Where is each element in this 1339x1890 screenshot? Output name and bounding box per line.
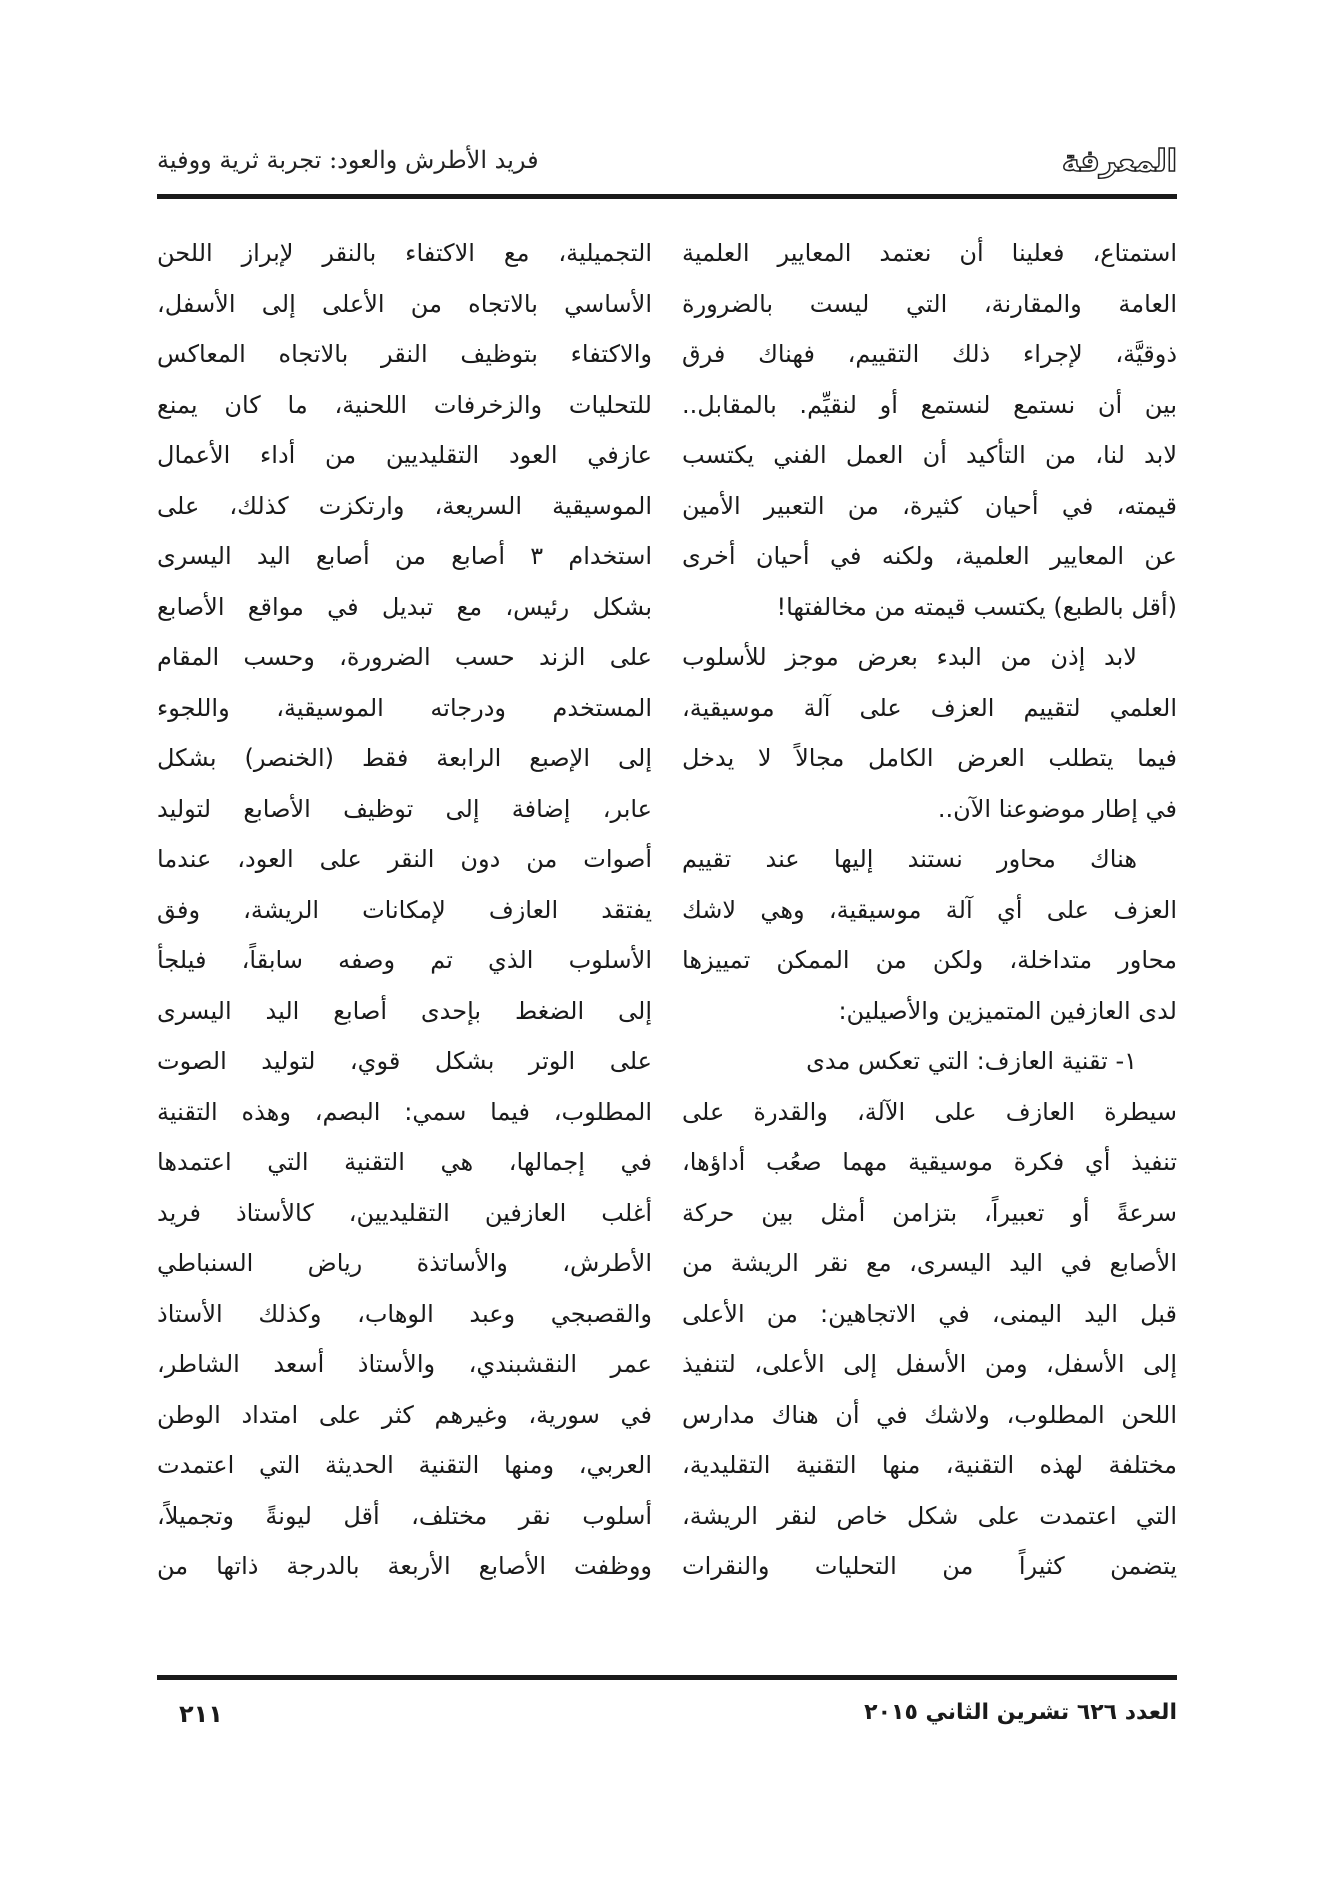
text-line: قبل اليد اليمنى، في الاتجاهين: من الأعلى bbox=[682, 1299, 1177, 1328]
text-line: الأسلوب الذي تم وصفه سابقاً، فيلجأ bbox=[157, 946, 652, 974]
text-line: عن المعايير العلمية، ولكنه في أحيان أخرى bbox=[682, 542, 1177, 570]
text-line: محاور متداخلة، ولكن من الممكن تمييزها bbox=[682, 946, 1177, 974]
header-rule bbox=[157, 194, 1177, 199]
left-column bbox=[157, 228, 652, 1592]
text-line: في إطار موضوعنا الآن.. bbox=[937, 794, 1177, 823]
text-line: بشكل رئيس، مع تبديل في مواقع الأصابع bbox=[157, 592, 652, 621]
footer-rule bbox=[157, 1675, 1177, 1680]
text-line: على الزند حسب الضرورة، وحسب المقام bbox=[157, 643, 652, 671]
text-line: أصوات من دون النقر على العود، عندما bbox=[157, 845, 652, 873]
text-line: ١- تقنية العازف: التي تعكس مدى bbox=[806, 1047, 1137, 1075]
text-line: إلى الإصبع الرابعة فقط (الخنصر) بشكل bbox=[157, 744, 652, 772]
text-line: لابد إذن من البدء بعرض موجز للأسلوب bbox=[682, 643, 1137, 671]
text-line: التجميلية، مع الاكتفاء بالنقر لإبراز اللحن bbox=[157, 239, 652, 267]
text-line: في إجمالها، هي التقنية التي اعتمدها bbox=[157, 1148, 652, 1176]
text-line: عمر النقشبندي، والأستاذ أسعد الشاطر، bbox=[157, 1350, 652, 1378]
text-line: فيما يتطلب العرض الكامل مجالاً لا يدخل bbox=[682, 744, 1177, 772]
text-line: أغلب العازفين التقليديين، كالأستاذ فريد bbox=[157, 1198, 652, 1227]
text-line: والاكتفاء بتوظيف النقر بالاتجاه المعاكس bbox=[157, 340, 652, 368]
text-line: إلى الأسفل، ومن الأسفل إلى الأعلى، لتنفيذ bbox=[682, 1350, 1177, 1378]
text-line: والقصبجي وعبد الوهاب، وكذلك الأستاذ bbox=[157, 1299, 652, 1328]
text-line: تنفيذ أي فكرة موسيقية مهما صعُب أداؤها، bbox=[682, 1148, 1177, 1176]
page-footer bbox=[157, 1700, 1177, 1736]
text-line: الأصابع في اليد اليسرى، مع نقر الريشة من bbox=[682, 1249, 1177, 1277]
issue-info: العدد ٦٢٦ تشرين الثاني ٢٠١٥ bbox=[864, 1700, 1177, 1725]
text-line: (أقل بالطبع) يكتسب قيمته من مخالفتها! bbox=[776, 592, 1177, 621]
text-line: هناك محاور نستند إليها عند تقييم bbox=[682, 845, 1137, 873]
text-line: أسلوب نقر مختلف، أقل ليونةً وتجميلاً، bbox=[157, 1501, 652, 1530]
text-line: الأطرش، والأساتذة رياض السنباطي bbox=[157, 1249, 652, 1277]
text-line: لابد لنا، من التأكيد أن العمل الفني يكتسب bbox=[682, 441, 1177, 469]
text-line: سرعةً أو تعبيراً، بتزامن أمثل بين حركة bbox=[682, 1198, 1177, 1227]
text-line: الموسيقية السريعة، وارتكزت كذلك، على bbox=[157, 491, 652, 520]
text-line: العامة والمقارنة، التي ليست بالضرورة bbox=[682, 289, 1177, 318]
magazine-logo: المعرفة bbox=[1061, 144, 1177, 179]
text-line: يتضمن كثيراً من التحليات والنقرات bbox=[682, 1552, 1177, 1580]
text-line: استخدام ٣ أصابع من أصابع اليد اليسرى bbox=[157, 542, 652, 570]
text-line: على الوتر بشكل قوي، لتوليد الصوت bbox=[157, 1047, 652, 1075]
right-column bbox=[682, 228, 1177, 1592]
text-line: للتحليات والزخرفات اللحنية، ما كان يمنع bbox=[157, 390, 652, 419]
text-line: عازفي العود التقليديين من أداء الأعمال bbox=[157, 441, 652, 469]
text-line: المستخدم ودرجاته الموسيقية، واللجوء bbox=[157, 693, 652, 722]
text-line: يفتقد العازف لإمكانات الريشة، وفق bbox=[157, 895, 652, 924]
text-line: العزف على أي آلة موسيقية، وهي لاشك bbox=[682, 895, 1177, 924]
text-line: التي اعتمدت على شكل خاص لنقر الريشة، bbox=[682, 1501, 1177, 1530]
text-line: العلمي لتقييم العزف على آلة موسيقية، bbox=[682, 693, 1177, 722]
text-line: عابر، إضافة إلى توظيف الأصابع لتوليد bbox=[157, 794, 652, 823]
running-title: فريد الأطرش والعود: تجربة ثرية ووفية bbox=[157, 146, 539, 174]
text-line: قيمته، في أحيان كثيرة، من التعبير الأمين bbox=[682, 491, 1177, 520]
text-line: لدى العازفين المتميزين والأصيلين: bbox=[838, 996, 1177, 1025]
text-line: بين أن نستمع لنستمع أو لنقيِّم. بالمقابل.. bbox=[682, 390, 1177, 419]
text-line: ذوقيَّة، لإجراء ذلك التقييم، فهناك فرق bbox=[682, 340, 1177, 368]
text-line: مختلفة لهذه التقنية، منها التقنية التقليدية، bbox=[682, 1451, 1177, 1479]
text-line: اللحن المطلوب، ولاشك في أن هناك مدارس bbox=[682, 1400, 1177, 1429]
text-line: سيطرة العازف على الآلة، والقدرة على bbox=[682, 1097, 1177, 1126]
page-header bbox=[157, 140, 1177, 186]
text-line: المطلوب، فيما سمي: البصم، وهذه التقنية bbox=[157, 1097, 652, 1126]
text-line: ووظفت الأصابع الأربعة بالدرجة ذاتها من bbox=[157, 1552, 652, 1580]
page-number: ٢١١ bbox=[179, 1700, 223, 1728]
text-line: الأساسي بالاتجاه من الأعلى إلى الأسفل، bbox=[157, 289, 652, 318]
text-line: استمتاع، فعلينا أن نعتمد المعايير العلمية bbox=[682, 239, 1177, 267]
text-line: إلى الضغط بإحدى أصابع اليد اليسرى bbox=[157, 996, 652, 1025]
text-line: العربي، ومنها التقنية الحديثة التي اعتمدت bbox=[157, 1451, 652, 1479]
text-line: في سورية، وغيرهم كثر على امتداد الوطن bbox=[157, 1400, 652, 1429]
